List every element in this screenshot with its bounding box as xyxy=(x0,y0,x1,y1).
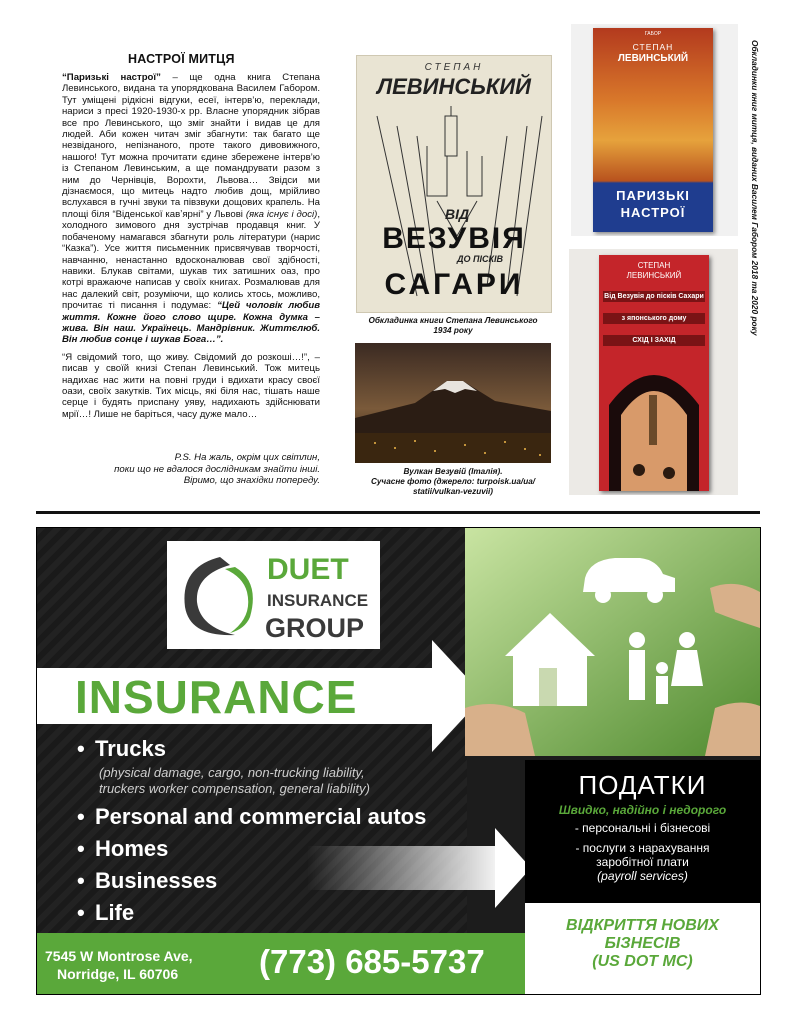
book2-author-last: ЛЕВИНСЬКИЙ xyxy=(617,53,689,64)
taxes-item-payroll-1: - послуги з нарахування xyxy=(575,841,710,855)
insurance-ad xyxy=(36,527,761,995)
book1-title-to: ДО ПIСКIВ xyxy=(457,254,504,264)
coverage-trucks-detail-1: (physical damage, cargo, non-trucking liability, xyxy=(99,765,365,780)
new-business-line-3: (US DOT MC) xyxy=(592,953,693,970)
logo-swoosh-icon xyxy=(175,547,265,643)
volcano-caption-line-2: Сучасне фото (джерело: turpoisk.ua/ua/ xyxy=(370,477,536,486)
vertical-caption: Обкладинки книг митця, виданих Василем Габором 2018 та 2020 року xyxy=(750,40,760,336)
ps-line-3: Вiримо, що знахiдки попереду. xyxy=(183,475,320,487)
book1-title-main: ВЕЗУВIЯ xyxy=(382,222,526,255)
book1-caption xyxy=(350,316,556,336)
book3-author-first: СТЕПАН xyxy=(637,261,671,270)
lower-arrow-band xyxy=(307,846,507,890)
article-body xyxy=(62,72,320,426)
volcano-caption xyxy=(353,467,553,497)
book3-arch-illustration xyxy=(599,355,709,491)
taxes-panel xyxy=(525,760,760,903)
hands-house-family-illustration xyxy=(465,528,760,756)
article-paragraph-2: “Я свiдомий того, що живу. Свiдомий до розкошi…!”, – писав у своїй книзi Степан Левинський. Тож митець надихає нас жити на повнi груди i вдихати красу своєї оази, своїх закуткiв. Тих мiсць, якi бiля нас, тiшать наше серце i будять приспану уяву, надихають здiйснювати мрiї…! Лише не барiться, часу дуже мало… xyxy=(62,351,320,420)
coverage-item-businesses: • Businesses xyxy=(77,868,218,893)
volcano-caption-line-1: Вулкан Везувiй (Iталiя). xyxy=(403,467,503,476)
book1-caption-line-2: 1934 року xyxy=(433,326,473,335)
book2-title-1: ПАРИЗЬКI xyxy=(616,188,690,203)
book-cover-1934 xyxy=(356,55,552,313)
book2-title-2: НАСТРОЇ xyxy=(620,205,686,220)
taxes-item-payroll-2: заробiтної плати xyxy=(596,855,689,869)
section-divider xyxy=(36,511,760,514)
vesuvius-photo xyxy=(355,343,551,463)
book1-caption-line-1: Обкладинка книги Степана Левинського xyxy=(368,316,538,325)
article-italic-note: (яка iснує i досi) xyxy=(245,208,318,220)
article-body-text-2: , холодного зимового дня зустрiчав продавця книг. У побаченому намагався збагнути роль лiтератури (нарис “Казка”). Усе життя письменник присвячував творчостi, навчанню, ненастанно вдосконалював свої здiбностi, навики. Блукав свiтами, шукав тих затишних оаз, про котрi вражаюче написав у своїх книгах. Розмалював для нас далекий свiт, розумiючи, що колись хтось, можливо, прочитає тi писання i подумає: xyxy=(62,208,320,312)
ps-line-2: поки що не вдалося дослiдникам знайти iншi. xyxy=(114,463,320,475)
article-paragraph-1 xyxy=(62,72,320,346)
coverage-item-autos: • Personal and commercial autos xyxy=(77,804,427,829)
ps-line-1: P.S. На жаль, окрiм цих свiтлин, xyxy=(174,452,320,463)
coverage-trucks-detail-2: truckers worker compensation, general liability) xyxy=(99,781,370,796)
duet-logo xyxy=(167,541,380,649)
article-ps xyxy=(70,452,320,487)
book3-title-2: з японського дому xyxy=(603,313,705,324)
new-business-panel xyxy=(525,903,760,994)
book1-title-from: ВIД xyxy=(445,206,470,222)
article-body-text: – ще одна книга Степана Левинського, видана та упорядкована Василем Габором. Тут умiщенi рiдкiснi вiдгуки, есеї, iнтерв’ю, переклади, нариси з пресi 1920-1930-х рр. Власне упорядник зiбрав все про Левинського, що змiг знайти i видав це для людей. Аби кожен читач змiг збагнути: так багато ще незвiданого, непiзнаного, проте такого дивовижного, нашого! Тут можна прочитати єдине збережене iнтерв’ю iз Степаном Левинським, а ще помандрувати разом з ним до Чернiвцiв, Ворохти, Львова… Звiдси ми дiзнаємося, що митець надто любив дощ, мрiйливо вслухався в гучнi звуки та пiвзвуки дощових крапель. На площi бiля “Вiденської кавʼярнi” у Львовi xyxy=(62,72,320,220)
new-business-line-1: ВIДКРИТТЯ НОВИХ xyxy=(566,917,719,934)
book3-title-3: СХIД I ЗАХIД xyxy=(603,335,705,346)
book1-title-end: САГАРИ xyxy=(384,268,524,301)
book-cover-vid-vezuviya xyxy=(569,249,738,495)
book3-author-last: ЛЕВИНСЬКИЙ xyxy=(626,271,682,280)
book2-publisher: ГАБОР xyxy=(644,31,662,37)
address xyxy=(45,947,193,983)
taxes-subtitle: Швидко, надiйно i недорого xyxy=(558,803,727,817)
insurance-photo xyxy=(465,528,760,756)
coverage-item-trucks: • Trucks xyxy=(77,736,166,761)
taxes-item-personal: - персональнi i бiзнесовi xyxy=(574,821,711,835)
volcano-illustration xyxy=(355,343,551,463)
book3-title-1: Вiд Везувiя до пiскiв Сахари xyxy=(604,293,704,300)
logo-word-duet: DUET xyxy=(267,553,349,586)
article-quote: “Цей чоловiк любив життя. Кожне його слово щире. Кожна думка – жива. Вiн наш. Українець. Мандрiвник. Життєлюб. Вiн любив сонце i шукав Бога…”. xyxy=(62,300,320,346)
article-title: НАСТРОЇ МИТЦЯ xyxy=(128,52,235,66)
address-line-1: 7545 W Montrose Ave, xyxy=(45,948,193,964)
book2-author-first: СТЕПАН xyxy=(632,42,674,52)
book1-author-last: ЛЕВИНСЬКИЙ xyxy=(376,74,532,99)
coverage-list xyxy=(77,733,426,929)
contact-bar xyxy=(37,933,525,994)
coverage-item-homes: • Homes xyxy=(77,836,169,861)
address-line-2: Norridge, IL 60706 xyxy=(57,966,179,982)
book-cover-paryzki-nastroi xyxy=(571,24,738,236)
new-business-line-2: БIЗНЕСIВ xyxy=(604,935,681,952)
taxes-item-payroll-3: (payroll services) xyxy=(597,869,688,883)
insurance-headline: INSURANCE xyxy=(75,671,358,723)
phone-number[interactable]: (773) 685-5737 xyxy=(259,943,485,980)
coverage-item-life: • Life xyxy=(77,900,135,925)
article-lead: “Паризькі настрої” xyxy=(62,72,161,83)
taxes-title: ПОДАТКИ xyxy=(578,770,707,800)
book1-author-first: СТЕПАН xyxy=(424,62,484,73)
logo-word-group: GROUP xyxy=(265,613,365,643)
logo-word-insurance: INSURANCE xyxy=(267,591,369,610)
volcano-caption-line-3: statii/vulkan-vezuvii) xyxy=(412,487,494,496)
